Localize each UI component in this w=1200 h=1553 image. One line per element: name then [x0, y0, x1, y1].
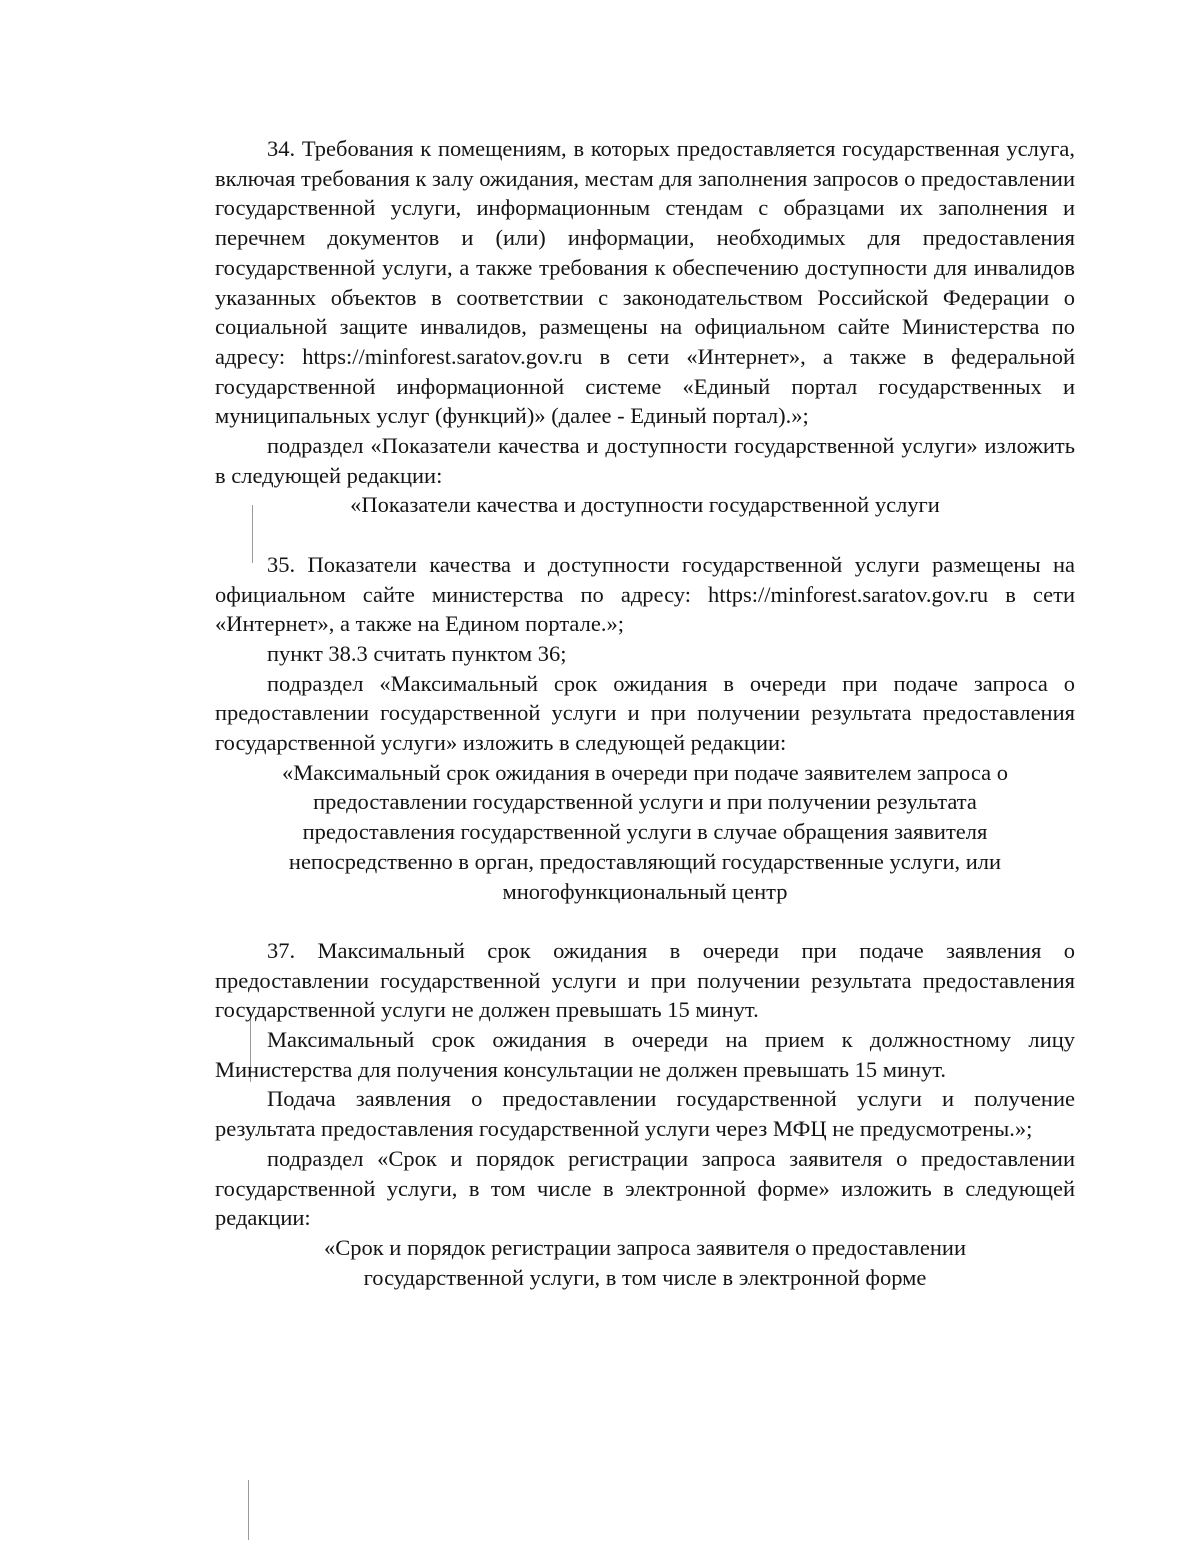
paragraph-37: 37. Максимальный срок ожидания в очереди при подаче заявления о предоставлении государственной услуги и при получении результата предоставления государственной услуги не должен превышать 15 минут. [215, 937, 1075, 1023]
blank-line [215, 520, 1075, 550]
heading-registration: «Срок и порядок регистрации запроса заявителя о предоставлении государственной услуги, в том числе в электронной форме [323, 1234, 967, 1290]
paragraph-consultation-wait: Максимальный срок ожидания в очереди на прием к должностному лицу Министерства для получения консультации не должен превышать 15 минут. [215, 1027, 1075, 1082]
paragraph-subsection-registration: подраздел «Срок и порядок регистрации запроса заявителя о предоставлении государственной услуги, в том числе в электронной форме» изложить в следующей редакции: [215, 1145, 1075, 1231]
blank-line [215, 906, 1075, 936]
paragraph-35: 35. Показатели качества и доступности государственной услуги размещены на официальном сайте министерства по адресу: https://minforest.saratov.gov.ru в сети «Интернет», а также на Едином портале.»; [215, 551, 1075, 637]
document-body [215, 134, 1075, 1292]
paragraph-point-renumber: пункт 38.3 считать пунктом 36; [267, 640, 567, 666]
paragraph-subsection-quality: подраздел «Показатели качества и доступности государственной услуги» изложить в следующей редакции: [215, 433, 1075, 488]
paragraph-34: 34. Требования к помещениям, в которых предоставляется государственная услуга, включая требования к залу ожидания, местам для заполнения запросов о предоставлении государственной услуги, информационным стендам с образцами их заполнения и перечнем документов и (или) информации, необходимых для предоставления государственной услуги, а также требования к обеспечению доступности для инвалидов указанных объектов в соответствии с законодательством Российской Федерации о социальной защите инвалидов, размещены на официальном сайте Министерства по адресу: https://minforest.saratov.gov.ru в сети «Интернет», а также в федеральной государственной информационной системе «Единый портал государственных и муниципальных услуг (функций)» (далее - Единый портал).»; [215, 136, 1075, 429]
scan-mark [248, 1480, 249, 1540]
paragraph-mfc: Подача заявления о предоставлении государственной услуги и получение результата предоставления государственной услуги через МФЦ не предусмотрены.»; [215, 1086, 1075, 1142]
paragraph-subsection-max-wait: подраздел «Максимальный срок ожидания в очереди при подаче запроса о предоставлении государственной услуги и при получении результата предоставления государственной услуги» изложить в следующей редакции: [215, 670, 1075, 756]
heading-quality-indicators: «Показатели качества и доступности государственной услуги [350, 492, 940, 518]
heading-max-wait-time: «Максимальный срок ожидания в очереди при подаче заявителем запроса о предоставлении государственной услуги и при получении результата предоставления государственной услуги в случае обращения заявителя непосредственно в орган, предоставляющий государственные услуги, или многофункциональный центр [282, 759, 1008, 904]
